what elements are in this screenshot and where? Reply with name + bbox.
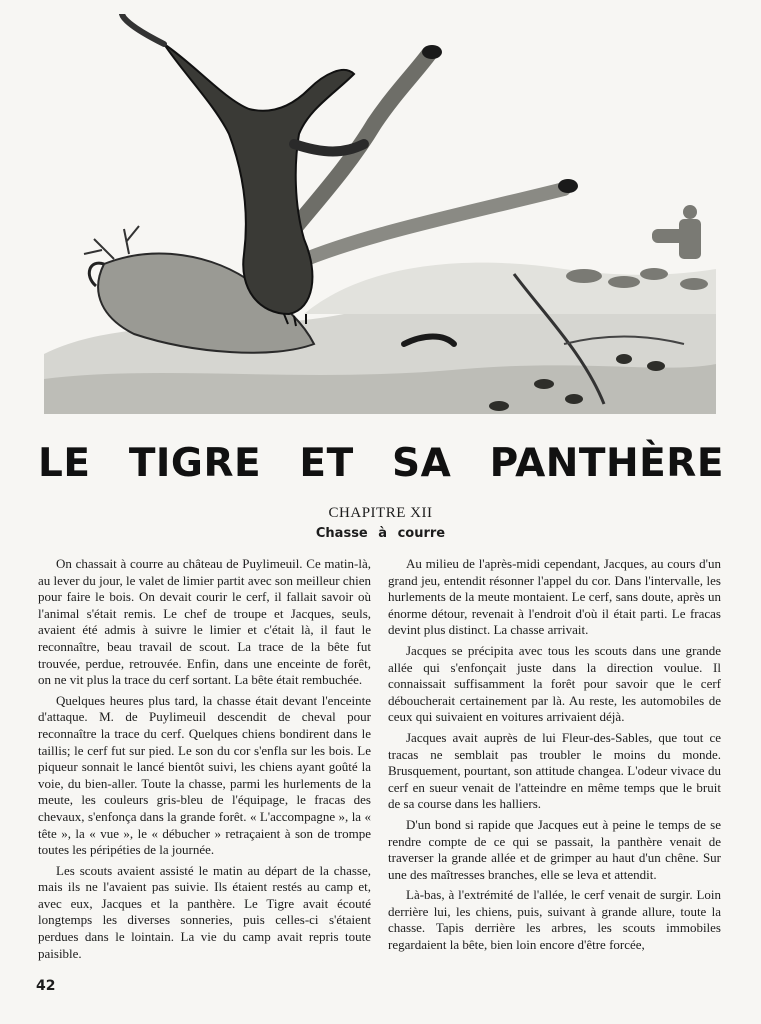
chapter-subtitle: Chasse à courre bbox=[315, 526, 446, 541]
paragraph: Là-bas, à l'extrémité de l'allée, le cerf venait de surgir. Loin derrière lui, les chiens, puis, suivant à grande allure, toute la chasse. Tapis derrière les arbres, les scouts immobiles regardaient la bête, bien loin encore d'être forcée, bbox=[388, 887, 721, 953]
title-word: PANTHÈRE bbox=[489, 440, 724, 486]
title-word: ET bbox=[299, 440, 354, 486]
paragraph: Jacques se précipita avec tous les scouts dans une grande allée qui s'enfonçait juste dans la direction voulue. Il connaissait suffisamment la forêt pour savoir que le cerf déboucherait certainement par là. Au reste, les automobiles de ceux qui suivaient en voitures arrivaient déjà. bbox=[388, 642, 721, 725]
title-word: SA bbox=[391, 440, 452, 486]
page-number: 42 bbox=[36, 978, 56, 994]
left-column bbox=[38, 556, 371, 966]
article-title bbox=[38, 440, 724, 486]
stag-hunt-panther-icon bbox=[44, 14, 716, 414]
title-word: LE bbox=[38, 440, 91, 486]
paragraph: Quelques heures plus tard, la chasse était devant l'enceinte d'attaque. M. de Puylimeuil descendit de cheval pour reconnaître la trace du cerf. Quelques chiens bondirent dans le taillis; le cerf fut sur pied. Le son du cor s'enfla sur les bois. Le piqueur sonnait le lancé bientôt suivi, les chiens ayant goûté la voie, du bien-aller. Toute la chasse, parmi les hurlements de la meute, les couleurs gris-bleu de l'équipage, le fracas des chevaux, s'enfonça dans la grande forêt. « L'accompagne », la « tête », la « vue », le « débucher » retraçaient à son de trompe toutes les péripéties de la journée. bbox=[38, 692, 371, 858]
right-column bbox=[388, 556, 721, 958]
stag-hunt-illustration bbox=[44, 14, 716, 414]
paragraph: Les scouts avaient assisté le matin au départ de la chasse, mais ils ne l'avaient pas suivie. Ils étaient restés au camp et, avec eux, Jacques et la panthère. Le Tigre avait écouté longtemps les diverses sonneries, puis celles-ci s'étaient perdues dans le lointain. La vie du camp avait repris toute paisible. bbox=[38, 862, 371, 961]
chapter-heading: CHAPITRE XII bbox=[328, 505, 433, 521]
paragraph: Au milieu de l'après-midi cependant, Jacques, au cours d'un grand jeu, entendit résonner l'appel du cor. Dans l'intervalle, les hurlements de la meute montaient. Le cerf, sans doute, après un énorme détour, revenait à l'endroit d'où il était parti. Le fracas devint plus distinct. La chasse arrivait. bbox=[388, 556, 721, 638]
paragraph: On chassait à courre au château de Puylimeuil. Ce matin-là, au lever du jour, le valet de limier partit avec son meilleur chien pour faire le bois. On devait courir le cerf, il fallait savoir où l'animal s'était remis. Le chef de troupe et Jacques, seuls, avaient été admis à suivre le limier et c'était là, il faut le reconnaître, beau travail de scout. La trace de la bête fut trouvée, perdue, retrouvée. Enfin, dans une enceinte de forêt, on ne vit plus la trace du cerf sortant. La bête était rembuchée. bbox=[38, 556, 371, 688]
paragraph: D'un bond si rapide que Jacques eut à peine le temps de se rendre compte de ce qui se passait, la panthère venait de traverser la grande allée et de grimper au haut d'un chêne. Sur une des maîtresses branches, elle se leva et attendit. bbox=[388, 816, 721, 882]
paragraph: Jacques avait auprès de lui Fleur-des-Sables, que tout ce tracas ne semblait pas troubler le moins du monde. Brusquement, pourtant, son attitude changea. L'odeur vivace du cerf en sueur venait de l'atteindre en même temps que le bruit de sa course dans les halliers. bbox=[388, 729, 721, 812]
title-word: TIGRE bbox=[128, 440, 262, 486]
